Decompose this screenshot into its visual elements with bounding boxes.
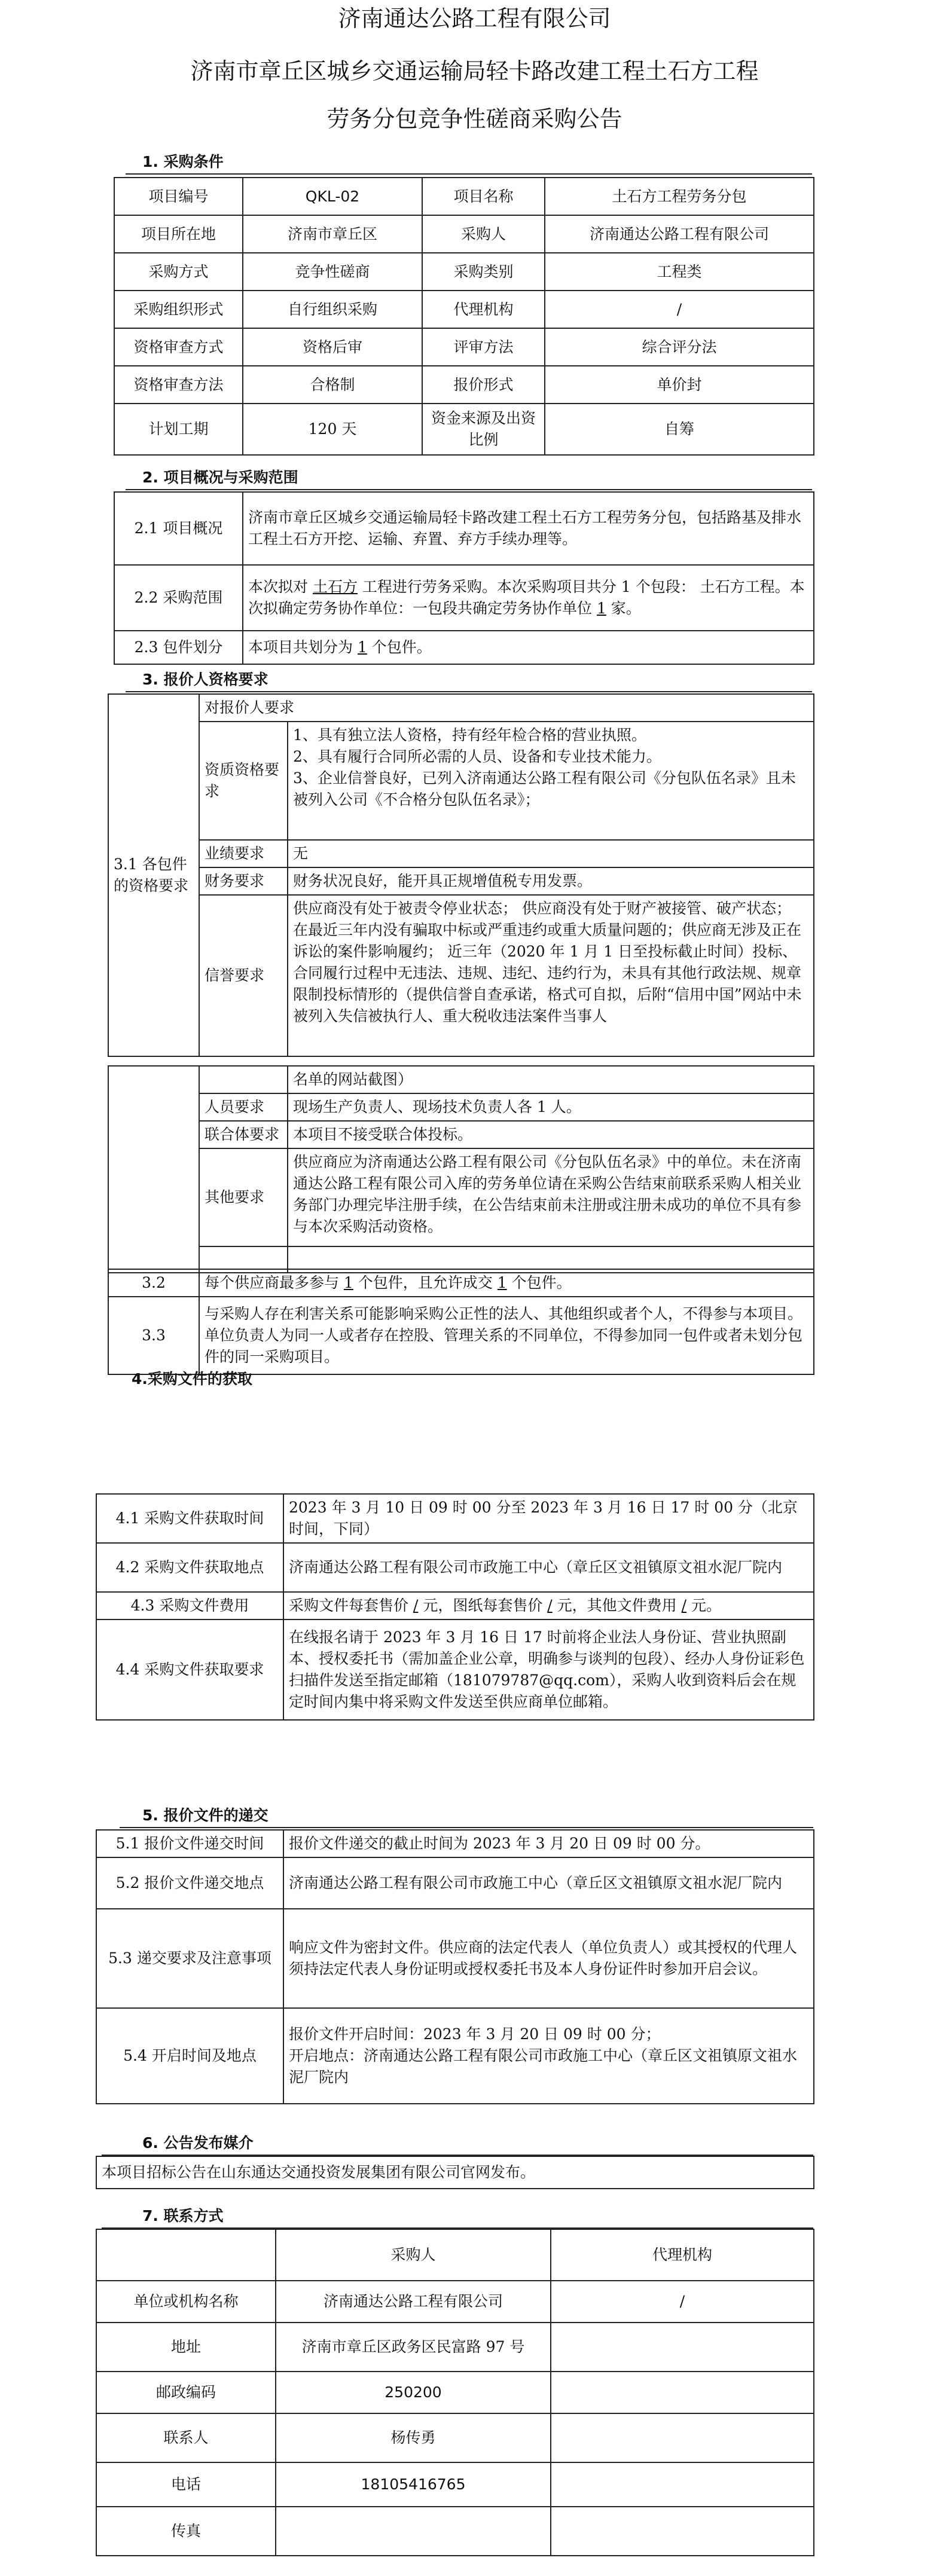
project-overview-table bbox=[114, 491, 814, 665]
field-label: 4.2 采购文件获取地点 bbox=[96, 1543, 283, 1592]
table-row bbox=[114, 366, 814, 404]
section-1-heading: 1. 采购条件 bbox=[142, 153, 224, 170]
project-name: 土石方工程劳务分包 bbox=[545, 178, 814, 215]
opening-location: 开启地点：济南通达公路工程有限公司市政施工中心（章丘区文祖镇原文祖水泥厂院内 bbox=[289, 2047, 798, 2086]
qualification-outer-label: 3.1 各包件的资格要求 bbox=[108, 694, 199, 1056]
agency-address bbox=[551, 2323, 814, 2372]
agency-contact bbox=[551, 2413, 814, 2462]
table-row bbox=[108, 1121, 814, 1148]
field-value: 综合评分法 bbox=[545, 328, 814, 366]
field-label: 项目编号 bbox=[114, 178, 243, 215]
publication-media-table bbox=[96, 2156, 814, 2189]
table-row bbox=[114, 291, 814, 328]
field-label: 传真 bbox=[96, 2507, 276, 2556]
submission-requirements: 响应文件为密封文件。供应商的法定代表人（单位负责人）或其授权的代理人须持法定代表人身份证明或授权委托书及本人身份证件时参加开启会议。 bbox=[283, 1909, 814, 2008]
field-value: 济南通达公路工程有限公司 bbox=[545, 215, 814, 253]
text-segment: 个包件，且允许成交 bbox=[353, 1274, 498, 1291]
column-header-purchaser: 采购人 bbox=[276, 2229, 551, 2281]
postal-code: 250200 bbox=[276, 2372, 551, 2413]
section-divider bbox=[120, 1827, 813, 1828]
table-row bbox=[108, 694, 814, 722]
purchaser-address: 济南市章丘区政务区民富路 97 号 bbox=[276, 2323, 551, 2372]
table-row bbox=[114, 492, 814, 565]
acquisition-time: 2023 年 3 月 10 日 09 时 00 分至 2023 年 3 月 16 日 17 时 00 分（北京时间，下同） bbox=[283, 1494, 814, 1543]
field-label: 电话 bbox=[96, 2462, 276, 2507]
table-row bbox=[96, 1543, 814, 1592]
table-row bbox=[96, 1830, 814, 1857]
table-row bbox=[108, 1148, 814, 1246]
field-label: 3.2 bbox=[108, 1269, 199, 1297]
table-row bbox=[96, 1494, 814, 1543]
field-label: 5.2 报价文件递交地点 bbox=[96, 1857, 283, 1909]
text-segment: 元，其他文件费用 bbox=[552, 1597, 682, 1614]
text-segment: 每个供应商最多参与 bbox=[205, 1274, 344, 1291]
table-row bbox=[108, 1093, 814, 1121]
section-divider bbox=[126, 173, 812, 175]
field-value: 竞争性磋商 bbox=[243, 253, 422, 291]
table-row bbox=[114, 404, 814, 455]
section-2-heading: 2. 项目概况与采购范围 bbox=[142, 469, 298, 486]
field-label: 5.4 开启时间及地点 bbox=[96, 2008, 283, 2104]
document-fees bbox=[283, 1592, 814, 1619]
text-segment: 个包件。 bbox=[367, 638, 432, 656]
section-6-heading: 6. 公告发布媒介 bbox=[142, 2134, 254, 2152]
field-value: 自行组织采购 bbox=[243, 291, 422, 328]
table-row bbox=[96, 1619, 814, 1720]
contact-person: 杨传勇 bbox=[276, 2413, 551, 2462]
field-label: 项目名称 bbox=[422, 178, 545, 215]
agency-postal-code bbox=[551, 2372, 814, 2413]
table-row bbox=[96, 1909, 814, 2008]
table-row bbox=[114, 565, 814, 631]
field-value: / bbox=[545, 291, 814, 328]
staff-text: 现场生产负责人、现场技术负责人各 1 人。 bbox=[288, 1093, 814, 1121]
table-row bbox=[108, 1297, 814, 1374]
section-divider bbox=[126, 489, 812, 490]
conflict-of-interest-text: 与采购人存在利害关系可能影响采购公正性的法人、其他组织或者个人，不得参与本项目。单位负责人为同一人或者存在控股、管理关系的不同单位，不得参加同一包件或者未划分包件的同一采购项目。 bbox=[199, 1297, 814, 1374]
field-label: 项目所在地 bbox=[114, 215, 243, 253]
field-label: 财务要求 bbox=[199, 867, 288, 895]
joint-venture-text: 本项目不接受联合体投标。 bbox=[288, 1121, 814, 1148]
field-label: 信誉要求 bbox=[199, 895, 288, 1056]
table-row bbox=[96, 2281, 814, 2323]
empty-cell bbox=[199, 1066, 288, 1093]
publication-media-text: 本项目招标公告在山东通达交通投资发展集团有限公司官网发布。 bbox=[96, 2156, 814, 2189]
section-4-heading: 4.采购文件的获取 bbox=[132, 1370, 252, 1388]
table-row bbox=[96, 2413, 814, 2462]
table-row bbox=[108, 895, 814, 1056]
bid-submission-table bbox=[96, 1829, 814, 2104]
package-count: 1 bbox=[343, 1274, 353, 1291]
submission-location: 济南通达公路工程有限公司市政施工中心（章丘区文祖镇原文祖水泥厂院内 bbox=[283, 1857, 814, 1909]
qualification-outer-cont bbox=[108, 1066, 199, 1273]
table-row bbox=[108, 867, 814, 895]
qualification-text: 1、具有独立法人资格，持有经年检合格的营业执照。 2、具有履行合同所必需的人员、设备和专业技术能力。 3、企业信誉良好，已列入济南通达公路工程有限公司《分包队伍名录》且未被列入公司《不合格分包队伍名录》； bbox=[288, 722, 814, 840]
text-segment: 元。 bbox=[686, 1597, 722, 1614]
qualification-table-part3 bbox=[108, 1269, 814, 1375]
table-row bbox=[114, 253, 814, 291]
procurement-scope-text bbox=[243, 565, 814, 631]
field-label: 2.2 采购范围 bbox=[114, 565, 243, 631]
field-label: 计划工期 bbox=[114, 404, 243, 455]
text-segment: 元，图纸每套售价 bbox=[418, 1597, 548, 1614]
fee-value: / bbox=[547, 1597, 553, 1614]
fax-number bbox=[276, 2507, 551, 2556]
table-row bbox=[96, 2156, 814, 2189]
credit-text: 供应商没有处于被责令停业状态； 供应商没有处于财产被接管、破产状态； 在最近三年内没有骗取中标或严重违约或重大质量问题的；供应商无涉及正在诉讼的案件影响履约； 近三年（2020 年 1 月 1 日至投标截止时间）投标、合同履行过程中无违法、违规、违纪、违约行为，未具有其他行政法规、规章限制投标情形的（提供信誉自查承诺，格式可自拟，后附“信用中国”网站中未被列入失信被执行人、重大税收违法案件当事人 bbox=[288, 895, 814, 1056]
acquisition-location: 济南通达公路工程有限公司市政施工中心（章丘区文祖镇原文祖水泥厂院内 bbox=[283, 1543, 814, 1592]
field-label: 资格审查方法 bbox=[114, 366, 243, 404]
project-code: QKL-02 bbox=[243, 178, 422, 215]
field-label: 其他要求 bbox=[199, 1148, 288, 1246]
field-label: 评审方法 bbox=[422, 328, 545, 366]
performance-text: 无 bbox=[288, 840, 814, 867]
notice-title-line1: 济南市章丘区城乡交通运输局轻卡路改建工程土石方工程 bbox=[190, 58, 759, 84]
package-count: 1 bbox=[497, 1274, 507, 1291]
purchaser-name: 济南通达公路工程有限公司 bbox=[276, 2281, 551, 2323]
planned-duration: 120 天 bbox=[243, 404, 422, 455]
table-row bbox=[114, 328, 814, 366]
table-row bbox=[96, 2462, 814, 2507]
field-label: 资质资格要求 bbox=[199, 722, 288, 840]
table-row bbox=[108, 722, 814, 840]
opening-time: 报价文件开启时间：2023 年 3 月 20 日 09 时 00 分； bbox=[289, 2025, 661, 2043]
text-segment: 工程进行劳务采购。本次采购项目共分 1 个包段： 土石方工程。本次拟确定劳务协作单位：一包段共确定劳务协作单位 bbox=[248, 578, 805, 617]
notice-title-line2: 劳务分包竞争性磋商采购公告 bbox=[326, 106, 623, 132]
table-row bbox=[114, 631, 814, 664]
text-segment: 本次拟对 bbox=[248, 578, 313, 595]
field-label: 5.1 报价文件递交时间 bbox=[96, 1830, 283, 1857]
field-label: 4.3 采购文件费用 bbox=[96, 1592, 283, 1619]
table-row bbox=[114, 215, 814, 253]
table-row bbox=[96, 1857, 814, 1909]
bidder-requirements-title: 对报价人要求 bbox=[199, 694, 814, 722]
field-label: 5.3 递交要求及注意事项 bbox=[96, 1909, 283, 2008]
field-label: 邮政编码 bbox=[96, 2372, 276, 2413]
field-label: 资格审查方式 bbox=[114, 328, 243, 366]
credit-text-cont: 名单的网站截图） bbox=[288, 1066, 814, 1093]
table-row bbox=[96, 2323, 814, 2372]
field-label: 2.3 包件划分 bbox=[114, 631, 243, 664]
field-label: 联合体要求 bbox=[199, 1121, 288, 1148]
text-segment: 个包件。 bbox=[506, 1274, 572, 1291]
table-row bbox=[114, 178, 814, 215]
section-3-heading: 3. 报价人资格要求 bbox=[142, 671, 268, 688]
table-row bbox=[108, 840, 814, 867]
text-segment: 家。 bbox=[606, 600, 641, 617]
financial-text: 财务状况良好，能开具正规增值税专用发票。 bbox=[288, 867, 814, 895]
agency-name: / bbox=[551, 2281, 814, 2323]
field-label: 2.1 项目概况 bbox=[114, 492, 243, 565]
field-label: 采购类别 bbox=[422, 253, 545, 291]
project-overview-text: 济南市章丘区城乡交通运输局轻卡路改建工程土石方工程劳务分包，包括路基及排水工程土石方开挖、运输、弃置、弃方手续办理等。 bbox=[243, 492, 814, 565]
field-value: 合格制 bbox=[243, 366, 422, 404]
unit-count: 1 bbox=[596, 600, 606, 617]
fee-value: / bbox=[681, 1597, 687, 1614]
empty-cell bbox=[96, 2229, 276, 2281]
section-5-heading: 5. 报价文件的递交 bbox=[142, 1807, 268, 1824]
table-row bbox=[108, 1066, 814, 1093]
field-label: 报价形式 bbox=[422, 366, 545, 404]
fee-value: / bbox=[413, 1597, 419, 1614]
company-name: 济南通达公路工程有限公司 bbox=[338, 5, 611, 32]
section-7-heading: 7. 联系方式 bbox=[142, 2207, 224, 2224]
table-row bbox=[108, 1269, 814, 1297]
acquisition-requirements: 在线报名请于 2023 年 3 月 16 日 17 时前将企业法人身份证、营业执照副本、授权委托书（需加盖企业公章，明确参与谈判的包段）、经办人身份证彩色扫描件发送至指定邮箱（181079787@qq.com），采购人收到资料后会在规定时间内集中将采购文件发送至供应商单位邮箱。 bbox=[283, 1619, 814, 1720]
field-label: 采购人 bbox=[422, 215, 545, 253]
field-label: 4.1 采购文件获取时间 bbox=[96, 1494, 283, 1543]
column-header-agency: 代理机构 bbox=[551, 2229, 814, 2281]
field-label: 资金来源及出资比例 bbox=[422, 404, 545, 455]
section-divider bbox=[126, 691, 812, 692]
qualification-table-part2 bbox=[108, 1065, 814, 1273]
agency-fax bbox=[551, 2507, 814, 2556]
field-label: 联系人 bbox=[96, 2413, 276, 2462]
field-value: 资格后审 bbox=[243, 328, 422, 366]
qualification-table-part1 bbox=[108, 693, 814, 1057]
text-segment: 采购文件每套售价 bbox=[289, 1597, 413, 1614]
package-count: 1 bbox=[357, 638, 367, 656]
submission-deadline: 报价文件递交的截止时间为 2023 年 3 月 20 日 09 时 00 分。 bbox=[283, 1830, 814, 1857]
table-row bbox=[96, 1592, 814, 1619]
package-division-text bbox=[243, 631, 814, 664]
field-value: 单价封 bbox=[545, 366, 814, 404]
field-label: 代理机构 bbox=[422, 291, 545, 328]
document-acquisition-table bbox=[96, 1493, 814, 1721]
other-requirements-text: 供应商应为济南通达公路工程有限公司《分包队伍名录》中的单位。未在济南通达公路工程有限公司入库的劳务单位请在采购公告结束前联系采购人相关业务部门办理完毕注册手续，在公告结束前未注册或注册未成功的单位不具有参与本次采购活动资格。 bbox=[288, 1148, 814, 1246]
field-value: 自筹 bbox=[545, 404, 814, 455]
field-label: 人员要求 bbox=[199, 1093, 288, 1121]
contact-table bbox=[96, 2229, 814, 2556]
text-segment: 本项目共划分为 bbox=[248, 638, 358, 656]
field-label: 采购组织形式 bbox=[114, 291, 243, 328]
field-label: 4.4 采购文件获取要求 bbox=[96, 1619, 283, 1720]
package-limit-text bbox=[199, 1269, 814, 1297]
table-row bbox=[96, 2008, 814, 2104]
agency-phone bbox=[551, 2462, 814, 2507]
field-value: 济南市章丘区 bbox=[243, 215, 422, 253]
field-value: 工程类 bbox=[545, 253, 814, 291]
field-label: 地址 bbox=[96, 2323, 276, 2372]
table-row bbox=[96, 2372, 814, 2413]
field-label: 单位或机构名称 bbox=[96, 2281, 276, 2323]
scope-underlined: 土石方 bbox=[312, 578, 358, 595]
table-row bbox=[96, 2507, 814, 2556]
field-label: 采购方式 bbox=[114, 253, 243, 291]
field-label: 业绩要求 bbox=[199, 840, 288, 867]
procurement-conditions-table bbox=[114, 177, 814, 456]
phone-number: 18105416765 bbox=[276, 2462, 551, 2507]
table-row bbox=[96, 2229, 814, 2281]
opening-time-location bbox=[283, 2008, 814, 2104]
field-label: 3.3 bbox=[108, 1297, 199, 1374]
